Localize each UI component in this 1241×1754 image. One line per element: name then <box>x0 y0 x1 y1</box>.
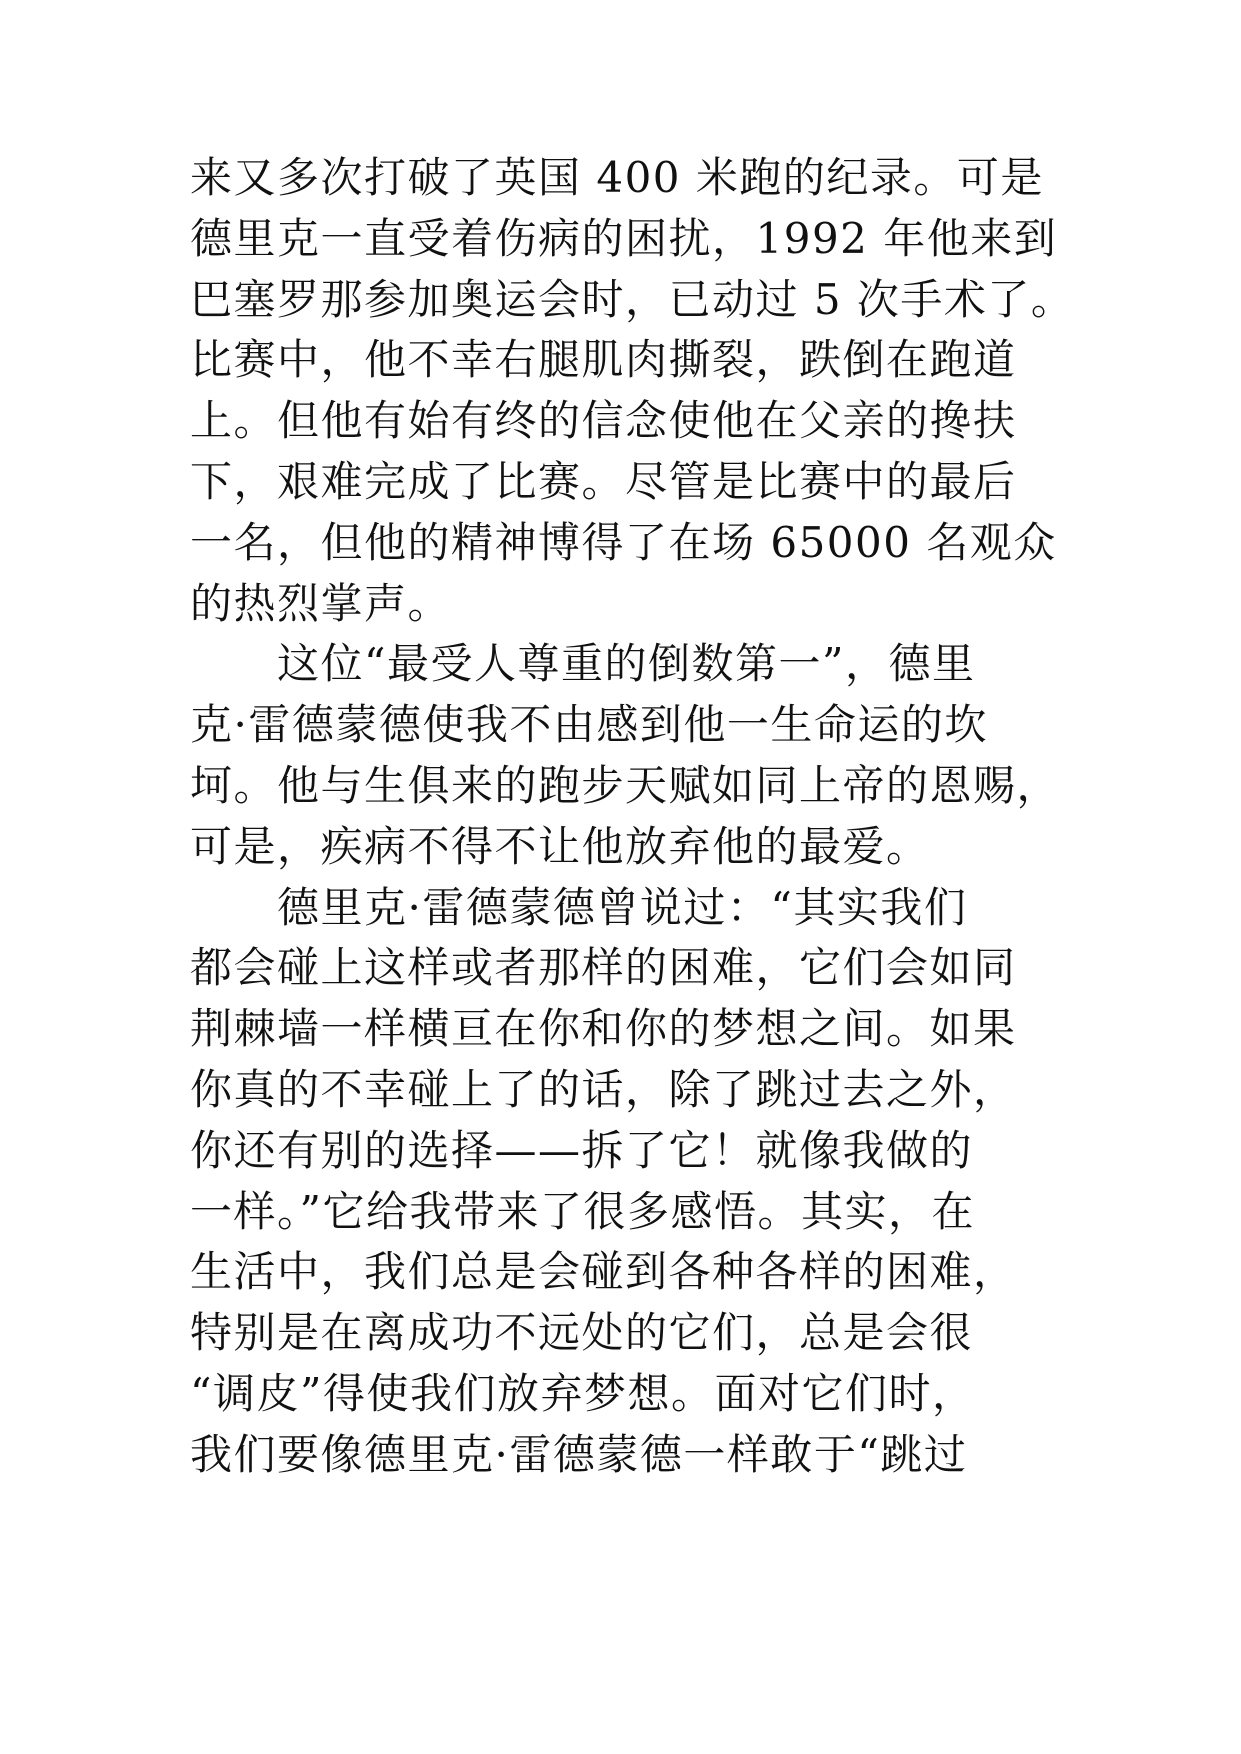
text-line: 比赛中，他不幸右腿肌肉撕裂，跌倒在跑道 <box>190 335 1017 385</box>
text-line: “调皮”得使我们放弃梦想。面对它们时， <box>190 1368 976 1418</box>
text-line: 特别是在离成功不远处的它们，总是会很 <box>190 1308 974 1358</box>
text-line: 坷。他与生俱来的跑步天赋如同上帝的恩赐， <box>190 760 1061 810</box>
text-line: 的热烈掌声。 <box>190 578 452 628</box>
text-line: 可是，疾病不得不让他放弃他的最爱。 <box>190 821 930 871</box>
text-line: 下，艰难完成了比赛。尽管是比赛中的最后 <box>190 456 1017 506</box>
text-line: 你真的不幸碰上了的话，除了跳过去之外， <box>190 1064 1017 1114</box>
text-line: 你还有别的选择——拆了它！就像我做的 <box>190 1125 974 1175</box>
text-line: 我们要像德里克·雷德蒙德一样敢于“跳过 <box>190 1429 968 1479</box>
text-line: 一样。”它给我带来了很多感悟。其实，在 <box>190 1186 975 1236</box>
text-line: 这位“最受人尊重的倒数第一”，德里 <box>190 639 976 689</box>
text-line: 都会碰上这样或者那样的困难，它们会如同 <box>190 943 1017 993</box>
text-line: 德里克一直受着伤病的困扰，1992 年他来到 <box>190 213 1058 263</box>
text-line: 生活中，我们总是会碰到各种各样的困难， <box>190 1247 1017 1297</box>
text-line: 巴塞罗那参加奥运会时，已动过 5 次手术了。 <box>190 274 1075 324</box>
text-line: 上。但他有始有终的信念使他在父亲的搀扶 <box>190 396 1017 446</box>
body-text <box>190 148 1075 1486</box>
text-line: 一名，但他的精神博得了在场 65000 名观众 <box>190 517 1057 567</box>
text-line: 荆棘墙一样横亘在你和你的梦想之间。如果 <box>190 1004 1017 1054</box>
text-line: 克·雷德蒙德使我不由感到他一生命运的坎 <box>190 700 988 750</box>
text-line: 来又多次打破了英国 400 米跑的纪录。可是 <box>190 153 1044 202</box>
text-line: 德里克·雷德蒙德曾说过：“其实我们 <box>190 882 968 932</box>
